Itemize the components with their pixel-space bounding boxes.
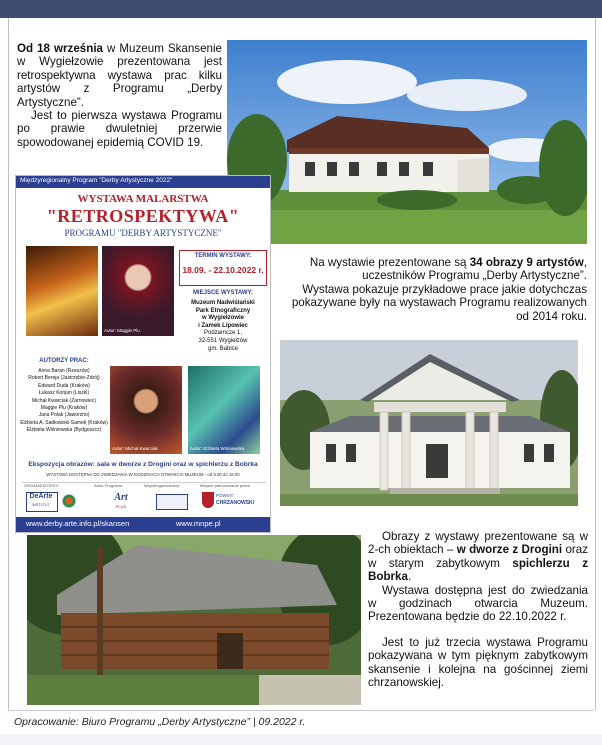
- author: Elżbieta Wiśniewska (Bydgoszcz): [26, 427, 102, 434]
- place-line: gm. Babice: [207, 345, 238, 352]
- poster-title: "RETROSPEKTYWA": [46, 206, 240, 226]
- intro-sentence: w Muzeum Skansenie w Wygiełzowie prezentowana jest retrospektywna wystawa prac kilku artystów z Programu „Derby Artystyczne”.: [17, 42, 222, 109]
- poster-url-2: www.mnpe.pl: [176, 519, 221, 528]
- deart-logo-text: DeArte: [29, 493, 53, 500]
- place-line: Park Etnograficzny: [195, 307, 251, 314]
- lower-p1-pre: Obrazy z wystawy prezentowane są w 2-ch obiektach –: [368, 530, 588, 557]
- lower-text: [368, 530, 588, 689]
- manor-house-photo: [227, 40, 587, 244]
- term-label: TERMIN WYSTAWY:: [194, 253, 252, 259]
- partner-label: Autor Programu:: [94, 483, 124, 488]
- place-lines: [180, 300, 266, 353]
- intro-paragraph-2: Jest to pierwsza wystawa Programu po prawie dwuletniej przerwie spowodowanej epidemią COVID 19.: [17, 109, 222, 149]
- footer-credit: Opracowanie: Biuro Programu „Derby Artystyczne” | 09.2022 r.: [14, 716, 306, 728]
- lower-paragraph-2: Wystawa dostępna jest do zwiedzania w godzinach otwarcia Muzeum. Prezentowana będzie do 22.10.2022 r.: [368, 583, 588, 624]
- painting-portrait: [102, 246, 174, 336]
- exhibition-poster: [15, 175, 271, 533]
- powiat-label-1: POWIAT: [216, 493, 234, 498]
- footer-divider: [8, 710, 594, 711]
- painting-green: [188, 366, 260, 454]
- top-bar: [0, 0, 602, 18]
- intro-date: Od 18 września: [17, 42, 103, 55]
- author: Łukasz Konjan (Liszki): [38, 390, 90, 397]
- authors-list: [20, 368, 108, 435]
- lower-p1-end: .: [407, 570, 412, 584]
- author: Elżbieta A. Sadkowski-Samek (Kraków): [20, 419, 108, 426]
- co-label: Współorganizatorzy:: [144, 483, 181, 488]
- partner-logo: [156, 494, 188, 510]
- place-line: Muzeum Nadwiślański: [191, 300, 255, 306]
- term-dates: 18.09. - 22.10.2022 r.: [182, 265, 264, 275]
- art-logo-sub: PLUS: [115, 504, 127, 509]
- painting-caption-3: Autor: Elżbieta Wiśniewska: [190, 446, 245, 451]
- painting-abstract: [26, 246, 98, 336]
- poster-expo: Ekspozycja obrazów: sala w dworze z Drogini oraz w spichlerzu z Bobrka: [28, 461, 258, 468]
- author: Maggie Plu (Kraków): [40, 405, 88, 412]
- crest-icon: [202, 492, 214, 508]
- painting-woman: [110, 366, 182, 454]
- mid-pre: Na wystawie prezentowane są: [309, 256, 470, 269]
- place-line: w Wygiełzowie: [202, 315, 244, 322]
- lower-paragraph-3: Jest to już trzecia wystawa Programu pokazywana w tym pięknym zabytkowym skansenie i kolejna na gościnnej ziemi chrzanowskiej.: [368, 635, 588, 690]
- art-logo: Art: [114, 492, 128, 503]
- poster-kind: WYSTAWA MALARSTWA: [77, 193, 209, 205]
- mid-post: , uczestników Programu „Derby Artystyczne”.: [362, 256, 587, 283]
- lower-p1-mid: oraz w starym zabytkowym: [368, 543, 589, 570]
- deart-logo-sub: INSTYTUT: [32, 503, 50, 507]
- painting-caption-2: Autor: Michał Kwarciak: [112, 446, 158, 451]
- poster-program: Międzyregionalny Program "Derby Artystyczne 2022": [20, 177, 173, 184]
- powiat-label-2: CHRZANOWSKI: [216, 500, 255, 506]
- author: Robert Bereja (Jastrzębie-Zdrój): [28, 375, 100, 382]
- bottom-bar: [0, 734, 602, 745]
- granary-photo: [27, 535, 361, 705]
- lower-p1-b1: w dworze z Drogini: [456, 543, 563, 557]
- intro-text: [17, 42, 222, 149]
- author: Edward Duda (Kraków): [38, 382, 90, 389]
- poster-url-1: www.derby.arte.info.pl/skansen: [26, 519, 130, 528]
- author: Jana Polak (Jaworzno): [38, 412, 90, 419]
- mid-bold: 34 obrazy 9 artystów: [469, 256, 584, 269]
- columned-manor-photo: [280, 340, 578, 506]
- author: Anna Baran (Rzeszów): [38, 368, 90, 374]
- poster-access: WYSTAWA DOSTĘPNA DO ZWIEDZANIA W GODZINACH OTWARCIA MUZEUM - od 9.00 do 18.00: [46, 472, 240, 477]
- mid-text: [285, 256, 587, 323]
- mid-paragraph-2: Wystawa pokazuje przykładowe prace jakie dotychczas pokazywane były na wystawach Programu realizowanych od 2014 roku.: [291, 282, 587, 323]
- place-label: MIEJSCE WYSTAWY:: [192, 290, 254, 296]
- media-label: Miejsce patronowanie przez:: [200, 483, 251, 488]
- lower-p1-b2: spichlerzu z Bobrka: [368, 556, 588, 584]
- place-line: Podzamcze 1,: [203, 330, 243, 337]
- org-label: ORGANIZATORZY:: [24, 483, 59, 488]
- poster-subtitle: PROGRAMU "DERBY ARTYSTYCZNE": [64, 228, 222, 238]
- place-line: i Zamek Lipowiec: [198, 322, 248, 329]
- dots-logo: [62, 494, 76, 508]
- place-line: 32-551 Wygiełzów: [198, 337, 248, 344]
- author: Michał Kwarciak (Zarnowiec): [32, 397, 96, 404]
- authors-label: AUTORZY PRAC:: [39, 358, 89, 364]
- painting-caption-1: Autor: Maggie Plu: [104, 328, 140, 333]
